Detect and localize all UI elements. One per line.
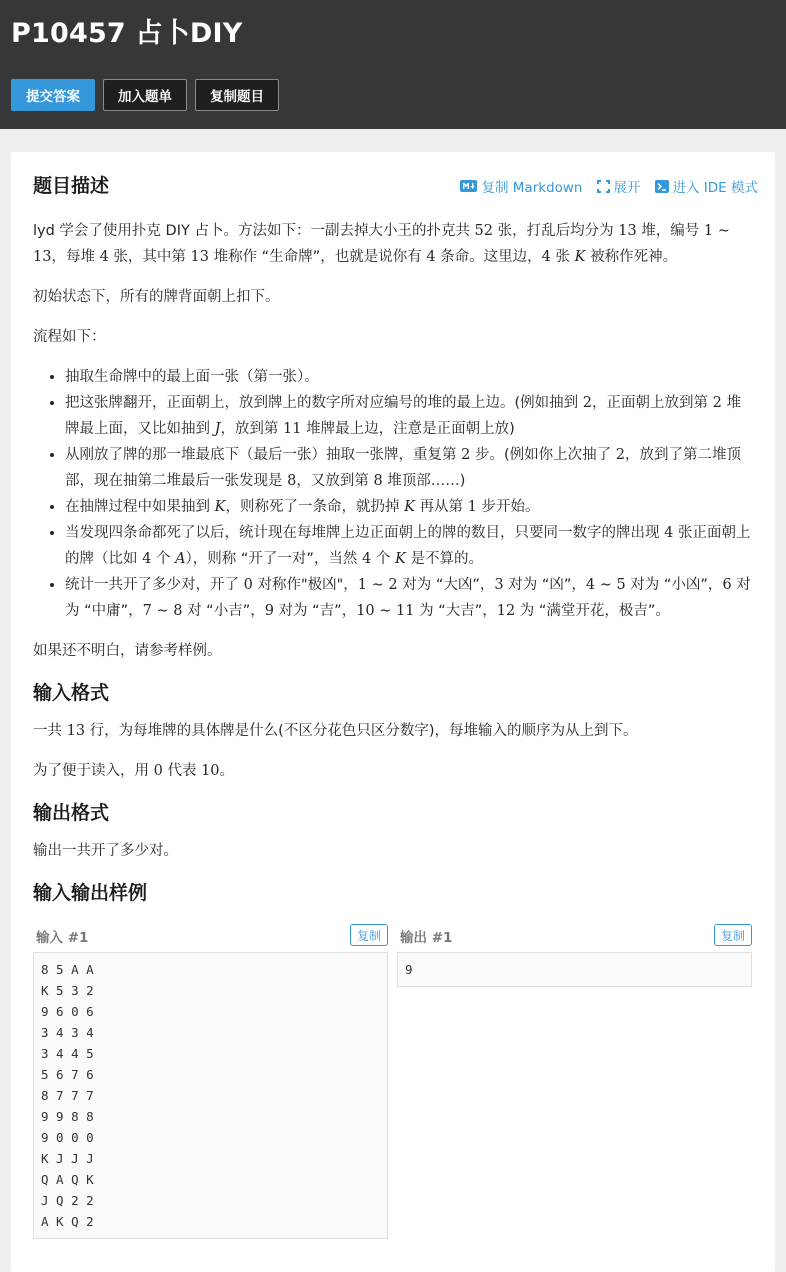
process-paragraph: 流程如下： xyxy=(33,329,106,345)
sample-output-code[interactable] xyxy=(397,952,752,987)
code-line: 3 4 3 4 xyxy=(41,1025,94,1040)
process-steps xyxy=(33,364,753,624)
input-format-section xyxy=(33,678,753,784)
description-header xyxy=(33,152,758,218)
output-format-section xyxy=(33,798,753,864)
problem-header xyxy=(0,0,786,129)
code-line: 8 7 7 7 xyxy=(41,1088,94,1103)
samples-title: 输入输出样例 xyxy=(33,882,148,904)
input-format-paragraph: 一共 13 行，为每堆牌的具体牌是什么(不区分花色只区分数字)，每堆输入的顺序为从上到下。 xyxy=(33,723,638,739)
expand-icon xyxy=(597,180,610,193)
list-item: • 当发现四条命都死了以后，统计现在每堆牌上边正面朝上的牌的数目，只要同一数字的牌出现 4 张正面朝上的牌（比如 4 个 A），则称 “开了一对”，当然 4 个 K 是不算的。 xyxy=(65,520,753,572)
output-format-paragraph: 输出一共开了多少对。 xyxy=(33,843,178,859)
code-line: K 5 3 2 xyxy=(41,983,94,998)
sample-output-label: 输出 #1 xyxy=(400,930,453,946)
description-paragraph: lyd 学会了使用扑克 DIY 占卜。方法如下：一副去掉大小王的扑克共 52 张，打乱后均分为 13 堆，编号 1 ∼ 13，每堆 4 张，其中第 13 堆称作 “生命牌”，也就是说你有 4 条命。这里边，4 张 K 被称作死神。 xyxy=(33,223,730,265)
copy-input-button[interactable]: 复制 xyxy=(350,924,388,946)
copy-markdown-label: 复制 Markdown xyxy=(481,180,583,196)
code-line: 9 0 0 0 xyxy=(41,1130,94,1145)
terminal-icon xyxy=(655,180,669,193)
list-item: • 统计一共开了多少对，开了 0 对称作"极凶"，1 ∼ 2 对为 “大凶”，3 对为 “凶”，4 ∼ 5 对为 “小凶”，6 对为 “中庸”，7 ∼ 8 对 “小吉”，9 对为 “吉”，10 ∼ 11 为 “大吉”，12 为 “满堂开花，极吉”。 xyxy=(65,572,753,624)
ide-mode-label: 进入 IDE 模式 xyxy=(672,180,758,196)
page-title: P10457 占卜DIY xyxy=(11,18,243,49)
add-to-list-button[interactable]: 加入题单 xyxy=(103,79,187,111)
hint-paragraph: 如果还不明白，请参考样例。 xyxy=(33,643,222,659)
description-title: 题目描述 xyxy=(33,175,110,197)
code-line: Q A Q K xyxy=(41,1172,94,1187)
code-line: K J J J xyxy=(41,1151,94,1166)
list-item: • 在抽牌过程中如果抽到 K，则称死了一条命，就扔掉 K 再从第 1 步开始。 xyxy=(65,494,753,520)
expand-link[interactable] xyxy=(597,176,641,196)
input-format-title: 输入格式 xyxy=(33,682,110,704)
ide-mode-link[interactable] xyxy=(655,176,759,196)
list-item: • 把这张牌翻开，正面朝上，放到牌上的数字所对应编号的堆的最上边。(例如抽到 2，正面朝上放到第 2 堆牌最上面，又比如抽到 J，放到第 11 堆牌最上边，注意是正面朝上放) xyxy=(65,390,753,442)
sample-pair xyxy=(33,918,753,1239)
sample-output xyxy=(397,918,752,1239)
code-line: 3 4 4 5 xyxy=(41,1046,94,1061)
sample-input xyxy=(33,918,388,1239)
problem-card xyxy=(11,152,775,1272)
sample-input-code[interactable] xyxy=(33,952,388,1239)
sample-input-label: 输入 #1 xyxy=(36,930,89,946)
copy-problem-button[interactable]: 复制题目 xyxy=(195,79,279,111)
initial-state-paragraph: 初始状态下，所有的牌背面朝上扣下。 xyxy=(33,289,280,305)
list-item: • 抽取生命牌中的最上面一张（第一张）。 xyxy=(65,364,753,390)
output-format-title: 输出格式 xyxy=(33,802,110,824)
list-item: • 从刚放了牌的那一堆最底下（最后一张）抽取一张牌，重复第 2 步。(例如你上次抽了 2，放到了第二堆顶部，现在抽第二堆最后一张发现是 8，又放到第 8 堆顶部……) xyxy=(65,442,753,494)
code-line: 9 9 8 8 xyxy=(41,1109,94,1124)
samples-section xyxy=(33,878,753,1239)
expand-label: 展开 xyxy=(613,180,641,196)
code-line: 9 xyxy=(405,962,413,977)
code-line: 9 6 0 6 xyxy=(41,1004,94,1019)
submit-answer-button[interactable]: 提交答案 xyxy=(11,79,95,111)
code-line: 8 5 A A xyxy=(41,962,94,977)
code-line: J Q 2 2 xyxy=(41,1193,94,1208)
copy-output-button[interactable]: 复制 xyxy=(714,924,752,946)
code-line: 5 6 7 6 xyxy=(41,1067,94,1082)
description-tools xyxy=(460,176,758,196)
markdown-icon xyxy=(460,180,477,192)
copy-markdown-link[interactable] xyxy=(460,176,582,196)
input-note-paragraph: 为了便于读入，用 0 代表 10。 xyxy=(33,763,235,779)
header-actions xyxy=(11,79,279,111)
code-line: A K Q 2 xyxy=(41,1214,94,1229)
